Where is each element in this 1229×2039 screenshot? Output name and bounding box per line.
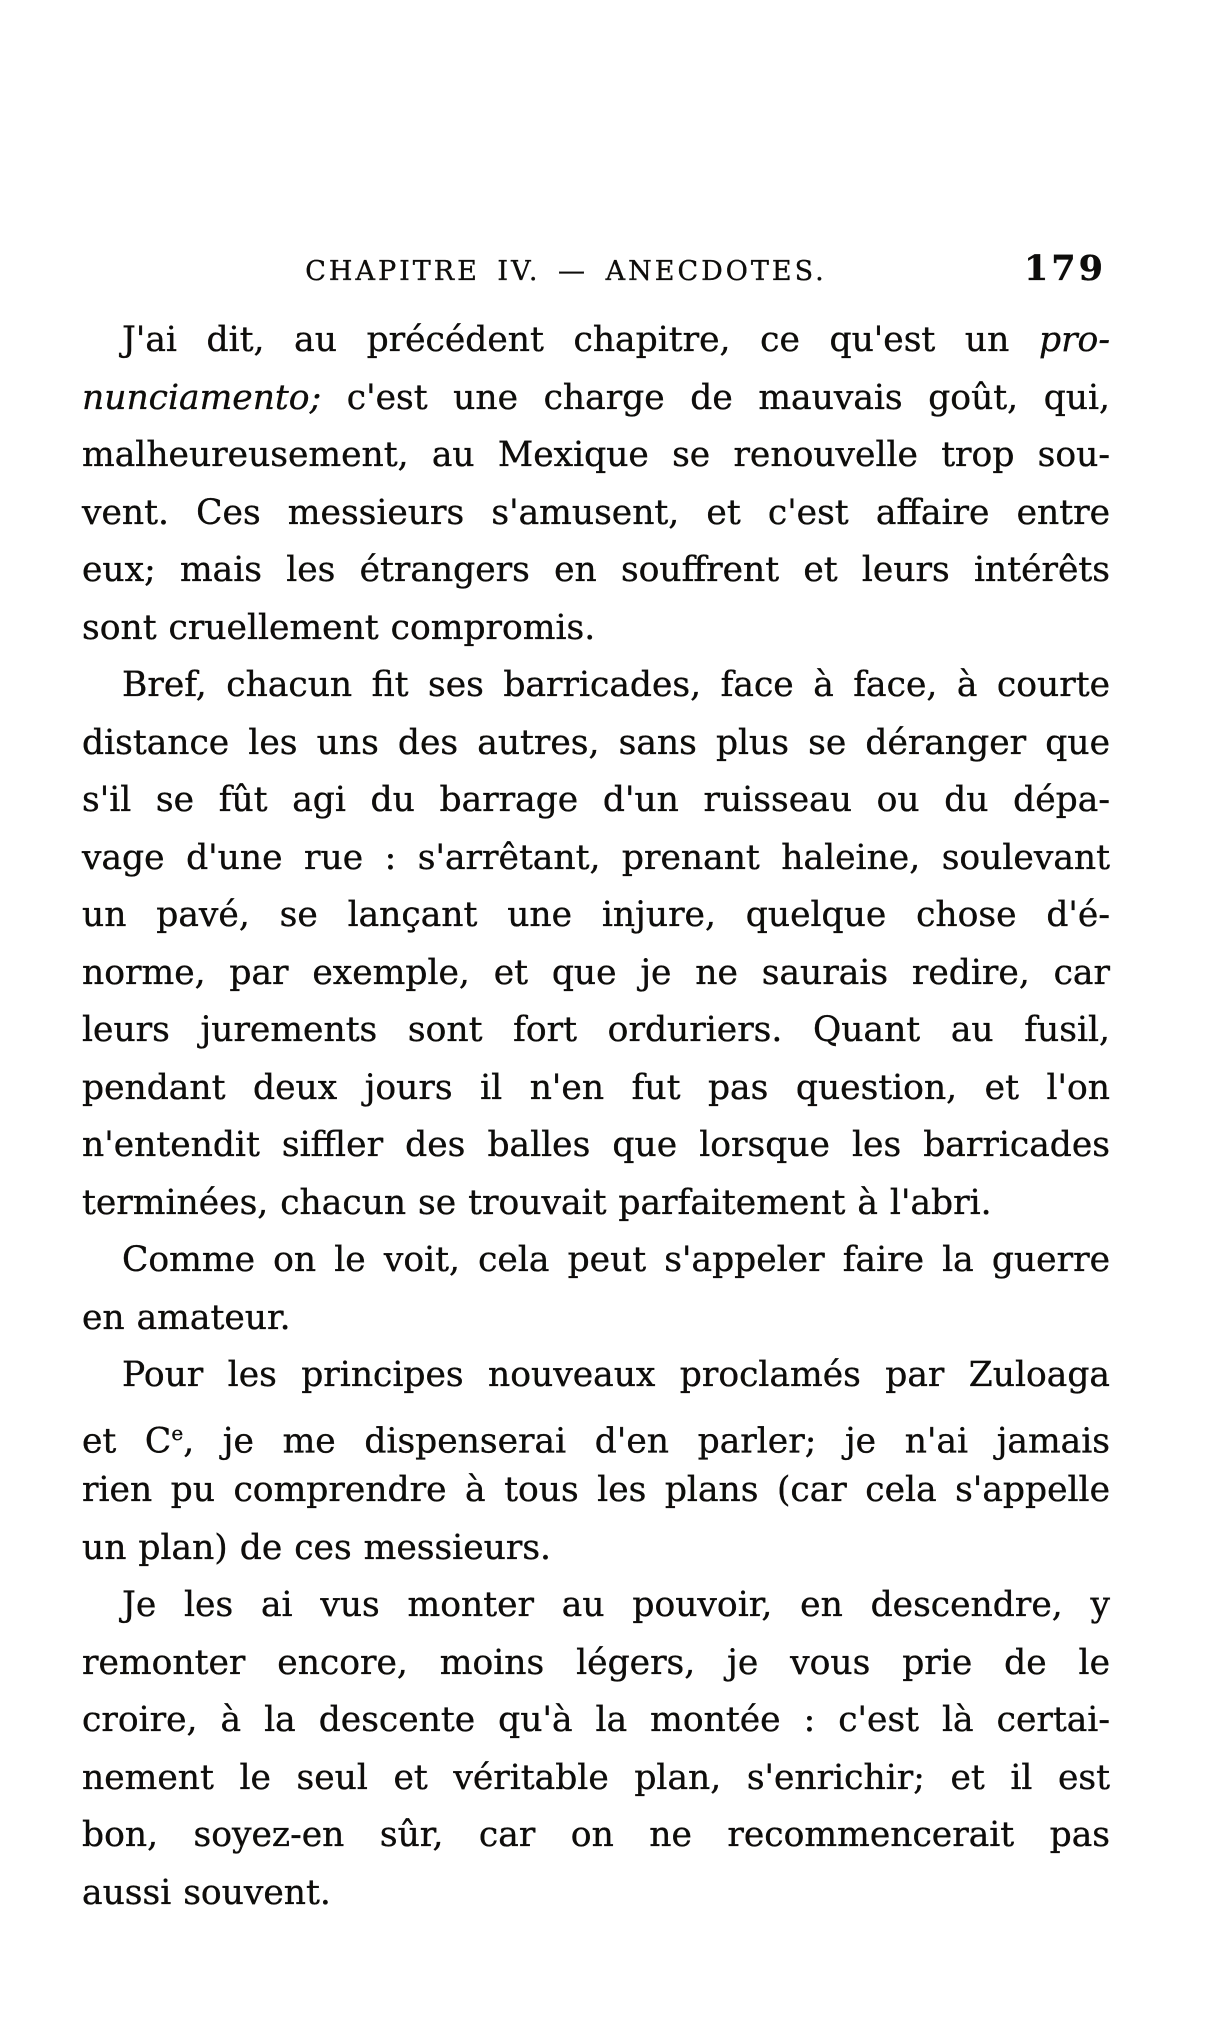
superscript-text: e [171, 1420, 184, 1445]
page-body [82, 312, 1110, 1922]
text-line [82, 370, 1110, 428]
text-segment: norme, par exemple, et que je ne saurais redire, car [82, 952, 1110, 993]
text-line [82, 1405, 1110, 1463]
text-line [82, 1577, 1110, 1635]
text-segment: malheureusement, au Mexique se renouvelle trop sou- [82, 435, 1110, 475]
text-segment: pendant deux jours il n'en fut pas question, et l'on [82, 1067, 1110, 1108]
text-segment: aussi souvent. [82, 1872, 331, 1913]
text-line [82, 1117, 1110, 1175]
text-segment: Je les ai vus monter au pouvoir, en descendre, y [122, 1585, 1110, 1625]
text-segment: Bref, chacun fit ses barricades, face à face, à courte [122, 665, 1110, 705]
italic-text: nunciamento; [82, 377, 322, 418]
text-line [82, 830, 1110, 888]
text-line [82, 1635, 1110, 1693]
text-segment: s'il se fût agi du barrage d'un ruisseau ou du dépa- [82, 780, 1110, 820]
text-line [82, 1807, 1110, 1865]
text-segment: un pavé, se lançant une injure, quelque chose d'é- [82, 895, 1110, 935]
text-line [82, 1002, 1110, 1060]
text-line [82, 1750, 1110, 1808]
text-line [82, 600, 1110, 658]
text-line [82, 1347, 1110, 1405]
text-line [82, 312, 1110, 370]
text-segment: nement le seul et véritable plan, s'enrichir; et il est [82, 1757, 1110, 1798]
paragraph [82, 657, 1110, 1232]
text-line [82, 1520, 1110, 1578]
text-line [82, 1865, 1110, 1923]
italic-text: pro- [1038, 320, 1110, 360]
text-line [82, 1232, 1110, 1290]
text-segment: c'est une charge de mauvais goût, qui, [321, 377, 1110, 418]
text-line [82, 887, 1110, 945]
text-segment: croire, à la descente qu'à la montée : c'est là certai- [82, 1700, 1110, 1740]
text-line [82, 1462, 1110, 1520]
text-segment: rien pu comprendre à tous les plans (car cela s'appelle [82, 1470, 1110, 1510]
text-line [82, 945, 1110, 1003]
text-line [82, 427, 1110, 485]
text-segment: n'entendit siffler des balles que lorsque les barricades [82, 1125, 1110, 1165]
text-segment: vage d'une rue : s'arrêtant, prenant haleine, soulevant [82, 837, 1110, 878]
chapter-title: CHAPITRE IV. — ANECDOTES. [305, 256, 827, 287]
page-content [82, 248, 1110, 1922]
text-segment: Comme on le voit, cela peut s'appeler faire la guerre [122, 1240, 1110, 1280]
paragraph [82, 1347, 1110, 1577]
text-line [82, 657, 1110, 715]
text-line [82, 1060, 1110, 1118]
text-segment: , je me dispenserai d'en parler; je n'ai jamais [183, 1421, 1110, 1461]
paragraph [82, 1577, 1110, 1922]
text-segment: eux; mais les étrangers en souffrent et leurs intérêts [82, 550, 1110, 590]
text-line [82, 542, 1110, 600]
text-segment: en amateur. [82, 1297, 291, 1338]
text-segment: sont cruellement compromis. [82, 607, 596, 648]
text-segment: vent. Ces messieurs s'amusent, et c'est affaire entre [82, 492, 1110, 533]
text-segment: terminées, chacun se trouvait parfaitement à l'abri. [82, 1182, 992, 1223]
text-line [82, 1290, 1110, 1348]
text-segment: un plan) de ces messieurs. [82, 1527, 551, 1568]
text-line [82, 1692, 1110, 1750]
text-line [82, 1175, 1110, 1233]
paragraph [82, 312, 1110, 657]
page-number: 179 [1023, 248, 1106, 289]
text-segment: et C [82, 1421, 172, 1461]
text-line [82, 485, 1110, 543]
text-segment: Pour les principes nouveaux proclamés par Zuloaga [122, 1355, 1110, 1395]
text-segment: distance les uns des autres, sans plus se déranger que [82, 722, 1110, 763]
paragraph [82, 1232, 1110, 1347]
text-segment: leurs jurements sont fort orduriers. Quant au fusil, [82, 1010, 1110, 1050]
text-segment: remonter encore, moins légers, je vous prie de le [82, 1642, 1110, 1683]
text-line [82, 772, 1110, 830]
running-header [82, 248, 1110, 300]
text-segment: J'ai dit, au précédent chapitre, ce qu'est un [122, 320, 1039, 360]
text-segment: bon, soyez-en sûr, car on ne recommencerait pas [82, 1815, 1110, 1855]
text-line [82, 715, 1110, 773]
